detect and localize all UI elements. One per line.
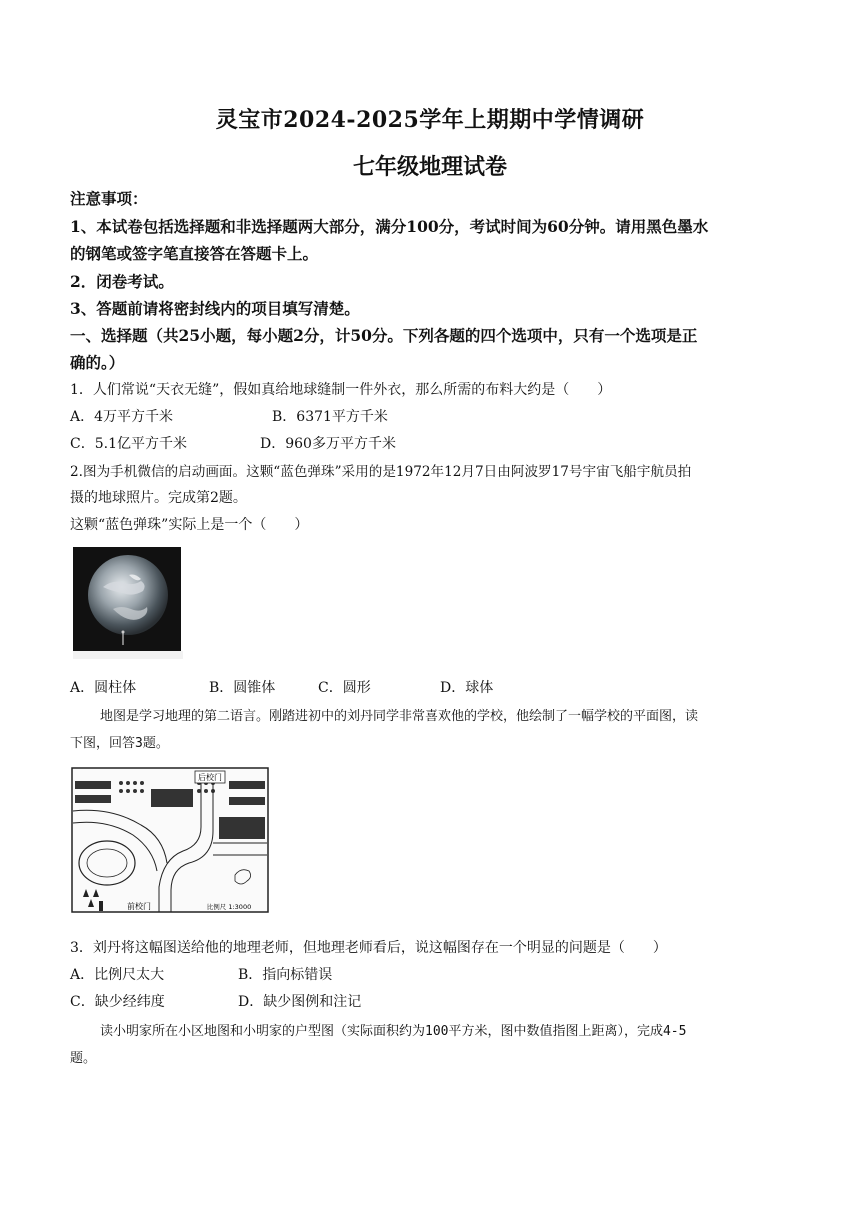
q3-intro-cont: 下图，回答3题。: [70, 736, 169, 751]
section-heading: 一、选择题（共25小题，每小题2分，计50分。下列各题的四个选项中，只有一个选项是正: [70, 326, 698, 345]
q1-option-a: A．4万平方千米: [70, 409, 174, 425]
section-heading-cont: 确的。）: [70, 353, 125, 372]
q2-option-c: C．圆形: [318, 680, 371, 696]
q3-option-a: A．比例尺太大: [70, 967, 165, 983]
notice-heading: 注意事项：: [70, 189, 148, 208]
notice-item-3: 3、答题前请将密封线内的项目填写清楚。: [70, 299, 360, 318]
map-scale-label: 比例尺 1:3000: [206, 903, 252, 911]
map-building: [75, 795, 111, 803]
q2-stem-cont: 摄的地球照片。完成第2题。: [70, 490, 247, 506]
notice-item-1-cont: 的钢笔或签字笔直接答在答题卡上。: [70, 244, 319, 263]
exam-title: 灵宝市2024-2025学年上期期中学情调研: [215, 107, 645, 133]
map-building: [229, 797, 265, 805]
q3-intro: 地图是学习地理的第二语言。刚踏进初中的刘丹同学非常喜欢他的学校，他绘制了一幅学校的平面图，读: [100, 709, 699, 724]
q2-option-b: B．圆锥体: [209, 680, 276, 696]
map-front-gate-label: 前校门: [127, 902, 151, 911]
map-building: [75, 781, 111, 789]
q2-question: 这颗“蓝色弹珠”实际上是一个（ ）: [70, 517, 309, 533]
q1-option-b: B．6371平方千米: [272, 409, 388, 425]
q45-intro-cont: 题。: [70, 1051, 97, 1066]
q1-option-d: D．960多万平方千米: [260, 436, 396, 452]
q2-option-a: A．圆柱体: [70, 680, 137, 696]
q45-intro: 读小明家所在小区地图和小明家的户型图（实际面积约为100平方米，图中数值指图上距离），完成4-5: [100, 1024, 687, 1039]
map-back-gate-label: 后校门: [198, 773, 222, 782]
q3-stem: 3．刘丹将这幅图送给他的地理老师，但地理老师看后，说这幅图存在一个明显的问题是（ ）: [70, 940, 667, 956]
map-building: [219, 817, 265, 839]
q3-option-c: C．缺少经纬度: [70, 994, 165, 1010]
blue-marble-image: [73, 547, 183, 659]
notice-item-1: 1、本试卷包括选择题和非选择题两大部分，满分100分，考试时间为60分钟。请用黑色墨水: [70, 217, 709, 236]
notice-item-2: 2．闭卷考试。: [70, 272, 174, 291]
map-building: [151, 789, 193, 807]
q1-stem: 1．人们常说“天衣无缝”，假如真给地球缝制一件外衣，那么所需的布料大约是（ ）: [70, 382, 612, 398]
map-building: [229, 781, 265, 789]
q2-option-d: D．球体: [440, 680, 494, 696]
q3-option-d: D．缺少图例和注记: [238, 994, 362, 1010]
q2-stem: 2.图为手机微信的启动画面。这颗“蓝色弹珠”采用的是1972年12月7日由阿波罗17号宇宙飞船宇航员拍: [70, 464, 692, 480]
school-plan-map: [71, 767, 271, 915]
q3-option-b: B．指向标错误: [238, 967, 333, 983]
q1-option-c: C．5.1亿平方千米: [70, 436, 187, 452]
exam-subtitle: 七年级地理试卷: [352, 154, 507, 180]
